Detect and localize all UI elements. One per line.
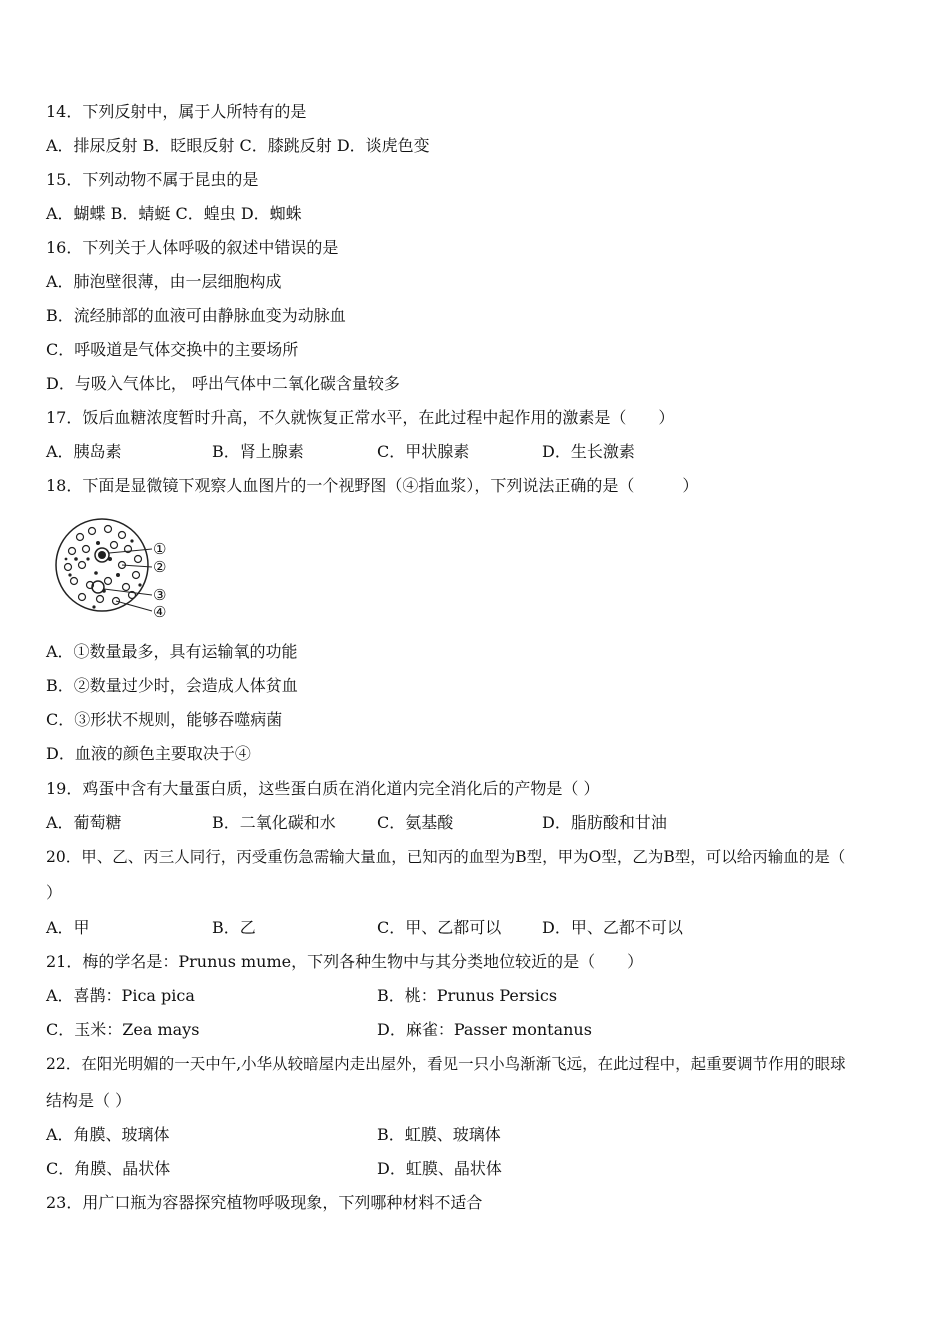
q16-option-b: B．流经肺部的血液可由静脉血变为动脉血 bbox=[46, 306, 346, 325]
q20-option-a: A．甲 bbox=[46, 918, 90, 937]
q18-option-a: A．①数量最多，具有运输氧的功能 bbox=[46, 642, 298, 661]
q21-option-a: A．喜鹊：Pica pica bbox=[46, 986, 195, 1005]
q19-option-c: C．氨基酸 bbox=[377, 813, 454, 832]
q16-option-a: A．肺泡壁很薄，由一层细胞构成 bbox=[46, 272, 282, 291]
q23-stem: 23．用广口瓶为容器探究植物呼吸现象，下列哪种材料不适合 bbox=[46, 1193, 483, 1212]
q21-option-d: D．麻雀：Passer montanus bbox=[377, 1020, 592, 1039]
q22-option-c: C．角膜、晶状体 bbox=[46, 1159, 171, 1178]
q22-option-b: B．虹膜、玻璃体 bbox=[377, 1125, 501, 1144]
q21-option-b: B．桃：Prunus Persics bbox=[377, 986, 558, 1005]
q20-option-c: C．甲、乙都可以 bbox=[377, 918, 502, 937]
figure-label-3: ③ bbox=[153, 586, 167, 604]
q19-stem: 19．鸡蛋中含有大量蛋白质，这些蛋白质在消化道内完全消化后的产物是（ ） bbox=[46, 779, 600, 798]
q19-option-d: D．脂肪酸和甘油 bbox=[542, 813, 667, 832]
q19-option-b: B．二氧化碳和水 bbox=[212, 813, 336, 832]
q22-option-d: D．虹膜、晶状体 bbox=[377, 1159, 502, 1178]
q20-stem-line1: 20．甲、乙、丙三人同行，丙受重伤急需输大量血，已知丙的血型为B型，甲为O型，乙为B型，可以给丙输血的是（ bbox=[46, 848, 846, 866]
q17-option-d: D．生长激素 bbox=[542, 442, 635, 461]
blood-smear-figure bbox=[52, 515, 182, 625]
q15-options: A．蝴蝶 B．蜻蜓 C．蝗虫 D．蜘蛛 bbox=[46, 204, 302, 223]
q17-option-a: A．胰岛素 bbox=[46, 442, 122, 461]
q14-options: A．排尿反射 B．眨眼反射 C．膝跳反射 D．谈虎色变 bbox=[46, 136, 430, 155]
q20-option-d: D．甲、乙都不可以 bbox=[542, 918, 683, 937]
figure-label-4: ④ bbox=[153, 603, 167, 621]
q21-option-c: C．玉米：Zea mays bbox=[46, 1020, 200, 1039]
q16-option-c: C．呼吸道是气体交换中的主要场所 bbox=[46, 340, 299, 359]
q15-stem: 15．下列动物不属于昆虫的是 bbox=[46, 170, 259, 189]
q20-option-b: B．乙 bbox=[212, 918, 256, 937]
q20-stem-line2: ） bbox=[46, 883, 63, 902]
q19-option-a: A．葡萄糖 bbox=[46, 813, 122, 832]
q17-option-c: C．甲状腺素 bbox=[377, 442, 470, 461]
figure-label-2: ② bbox=[153, 558, 167, 576]
q17-option-b: B．肾上腺素 bbox=[212, 442, 304, 461]
q17-stem: 17．饭后血糖浓度暂时升高，不久就恢复正常水平，在此过程中起作用的激素是（ ） bbox=[46, 408, 675, 427]
q16-option-d: D．与吸入气体比， 呼出气体中二氧化碳含量较多 bbox=[46, 374, 400, 393]
q21-stem: 21．梅的学名是：Prunus mume，下列各种生物中与其分类地位较近的是（ ） bbox=[46, 952, 644, 971]
q18-option-b: B．②数量过少时，会造成人体贫血 bbox=[46, 676, 298, 695]
q22-stem-line1: 22．在阳光明媚的一天中午,小华从较暗屋内走出屋外，看见一只小鸟渐渐飞远，在此过程中，起重要调节作用的眼球 bbox=[46, 1055, 846, 1073]
q18-stem: 18．下面是显微镜下观察人血图片的一个视野图（④指血浆），下列说法正确的是（ ） bbox=[46, 476, 699, 495]
q18-option-c: C．③形状不规则，能够吞噬病菌 bbox=[46, 710, 283, 729]
q14-stem: 14．下列反射中，属于人所特有的是 bbox=[46, 102, 307, 121]
q22-stem-line2: 结构是（ ） bbox=[46, 1091, 132, 1110]
q22-option-a: A．角膜、玻璃体 bbox=[46, 1125, 170, 1144]
figure-label-1: ① bbox=[153, 540, 167, 558]
q16-stem: 16．下列关于人体呼吸的叙述中错误的是 bbox=[46, 238, 339, 257]
q18-option-d: D．血液的颜色主要取决于④ bbox=[46, 744, 251, 763]
